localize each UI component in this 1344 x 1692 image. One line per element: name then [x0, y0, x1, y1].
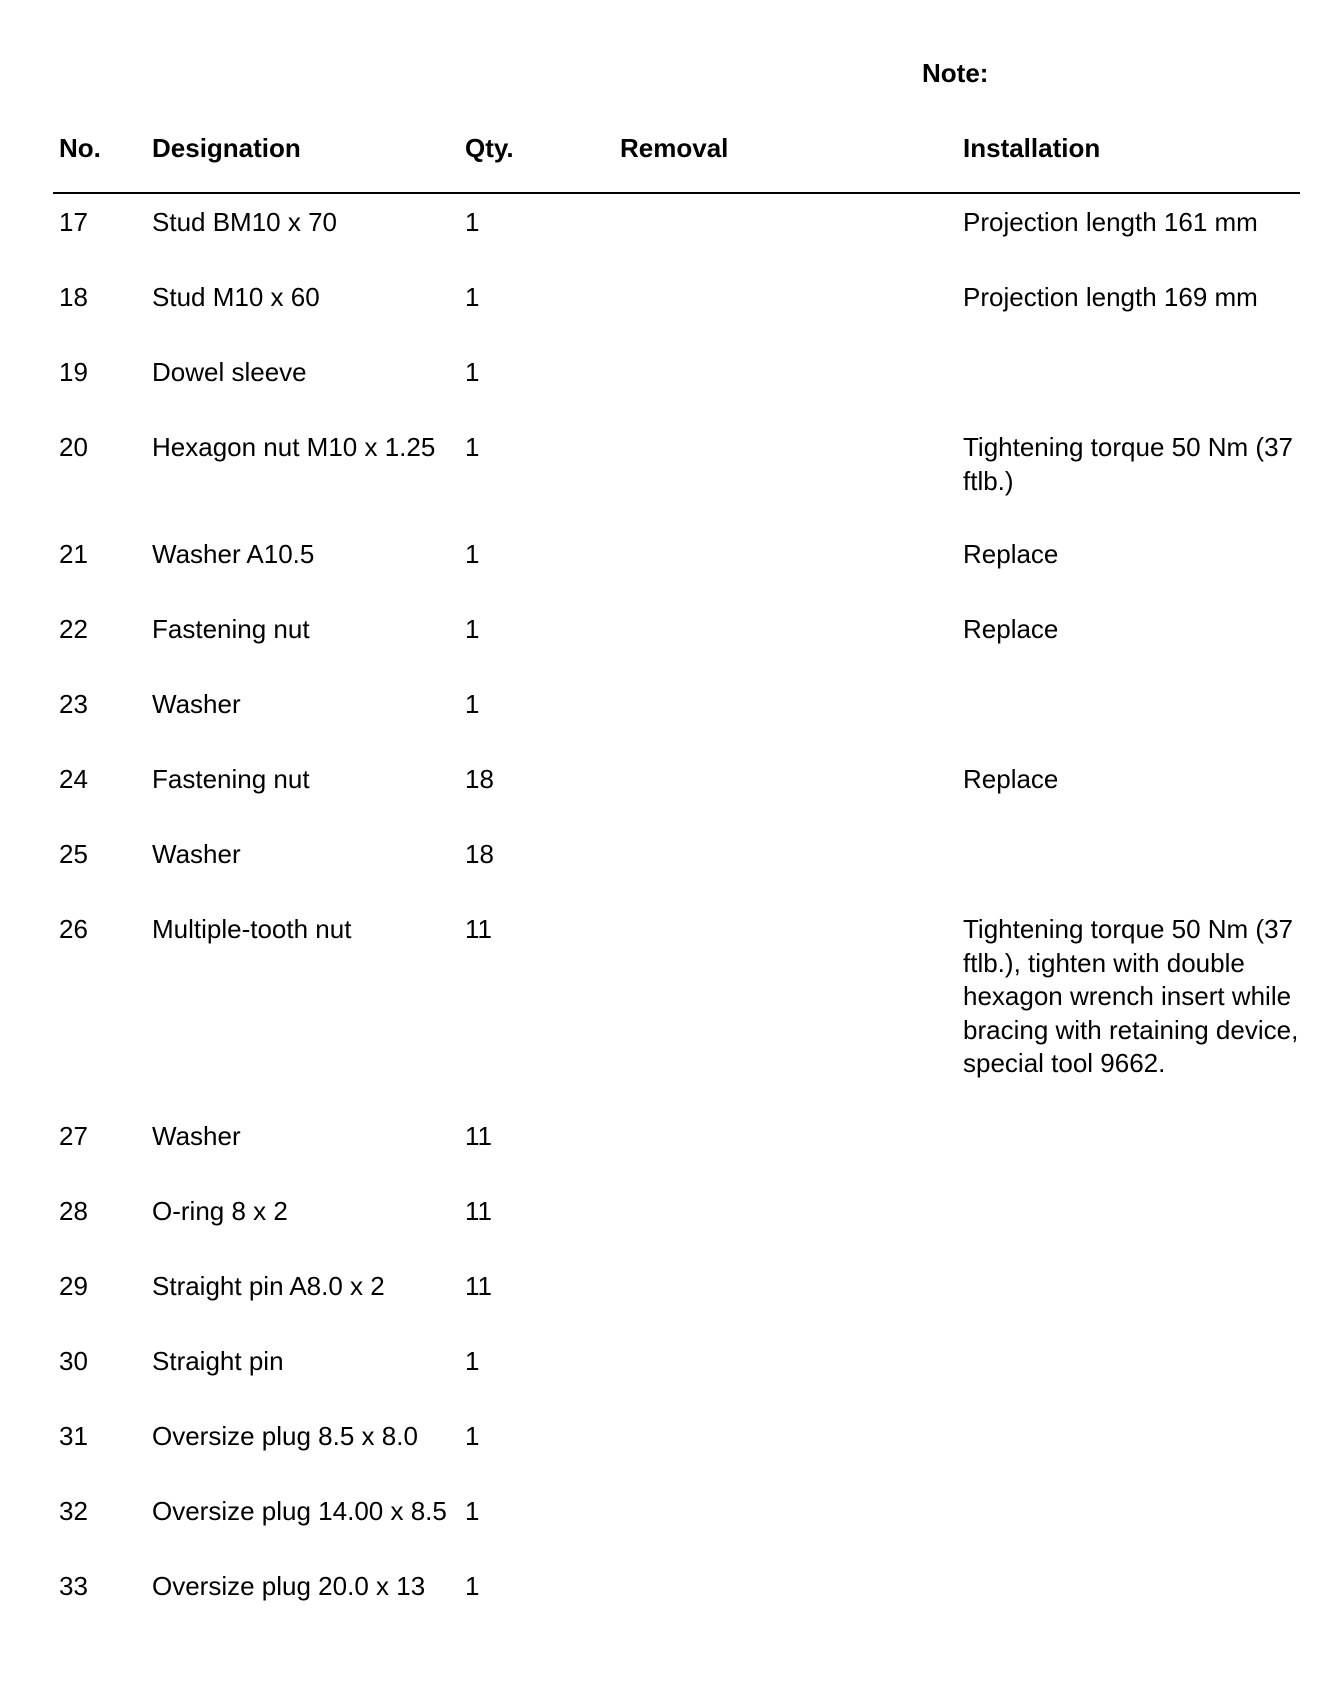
- cell-designation: Fastening nut: [152, 614, 310, 644]
- cell-designation: Washer: [152, 839, 241, 869]
- cell-installation: Projection length 169 mm: [963, 282, 1258, 312]
- cell-designation: Washer A10.5: [152, 539, 315, 569]
- cell-designation: Oversize plug 14.00 x 8.5: [152, 1496, 447, 1526]
- header-qty: Qty.: [465, 133, 514, 163]
- cell-designation: Washer: [152, 689, 241, 719]
- header-divider: [53, 192, 1300, 194]
- cell-no: 19: [59, 357, 88, 387]
- header-designation: Designation: [152, 133, 301, 163]
- cell-qty: 1: [465, 207, 480, 237]
- cell-no: 31: [59, 1421, 88, 1451]
- cell-designation: Dowel sleeve: [152, 357, 307, 387]
- header-installation: Installation: [963, 133, 1101, 163]
- cell-no: 20: [59, 432, 88, 462]
- cell-qty: 1: [465, 1421, 480, 1451]
- cell-no: 22: [59, 614, 88, 644]
- cell-qty: 11: [465, 1196, 492, 1226]
- cell-qty: 1: [465, 539, 480, 569]
- cell-designation: Washer: [152, 1121, 241, 1151]
- cell-qty: 18: [465, 839, 494, 869]
- cell-designation: Straight pin: [152, 1346, 284, 1376]
- header-removal: Removal: [620, 133, 729, 163]
- header-no: No.: [59, 133, 101, 163]
- cell-no: 17: [59, 207, 88, 237]
- cell-no: 28: [59, 1196, 88, 1226]
- cell-no: 26: [59, 914, 88, 944]
- cell-qty: 1: [465, 614, 480, 644]
- cell-designation: Stud BM10 x 70: [152, 207, 337, 237]
- cell-qty: 11: [465, 1271, 492, 1301]
- cell-no: 21: [59, 539, 88, 569]
- cell-qty: 1: [465, 1496, 480, 1526]
- note-label: Note:: [922, 58, 989, 88]
- cell-installation: Replace: [963, 614, 1059, 644]
- cell-installation: Projection length 161 mm: [963, 207, 1258, 237]
- cell-installation: Tightening torque 50 Nm (37 ftlb.): [963, 432, 1294, 496]
- cell-qty: 18: [465, 764, 494, 794]
- cell-designation: Straight pin A8.0 x 2: [152, 1271, 385, 1301]
- cell-designation: Stud M10 x 60: [152, 282, 320, 312]
- cell-installation: Replace: [963, 764, 1059, 794]
- cell-designation: O-ring 8 x 2: [152, 1196, 288, 1226]
- cell-no: 23: [59, 689, 88, 719]
- cell-designation: Hexagon nut M10 x 1.25: [152, 432, 436, 462]
- cell-no: 33: [59, 1571, 88, 1601]
- cell-no: 30: [59, 1346, 88, 1376]
- cell-designation: Oversize plug 8.5 x 8.0: [152, 1421, 418, 1451]
- cell-designation: Multiple-tooth nut: [152, 914, 352, 944]
- cell-qty: 1: [465, 357, 480, 387]
- cell-qty: 11: [465, 914, 492, 944]
- cell-qty: 11: [465, 1121, 492, 1151]
- cell-designation: Oversize plug 20.0 x 13: [152, 1571, 426, 1601]
- cell-qty: 1: [465, 432, 480, 462]
- cell-no: 27: [59, 1121, 88, 1151]
- cell-qty: 1: [465, 282, 480, 312]
- cell-no: 24: [59, 764, 88, 794]
- cell-qty: 1: [465, 1571, 480, 1601]
- cell-designation: Fastening nut: [152, 764, 310, 794]
- cell-installation: Tightening torque 50 Nm (37 ftlb.), tighten with double hexagon wrench insert while bracing with retaining device, special tool 9662.: [963, 914, 1299, 1078]
- cell-no: 18: [59, 282, 88, 312]
- cell-installation: Replace: [963, 539, 1059, 569]
- cell-qty: 1: [465, 689, 480, 719]
- cell-no: 29: [59, 1271, 88, 1301]
- cell-no: 32: [59, 1496, 88, 1526]
- cell-qty: 1: [465, 1346, 480, 1376]
- cell-no: 25: [59, 839, 88, 869]
